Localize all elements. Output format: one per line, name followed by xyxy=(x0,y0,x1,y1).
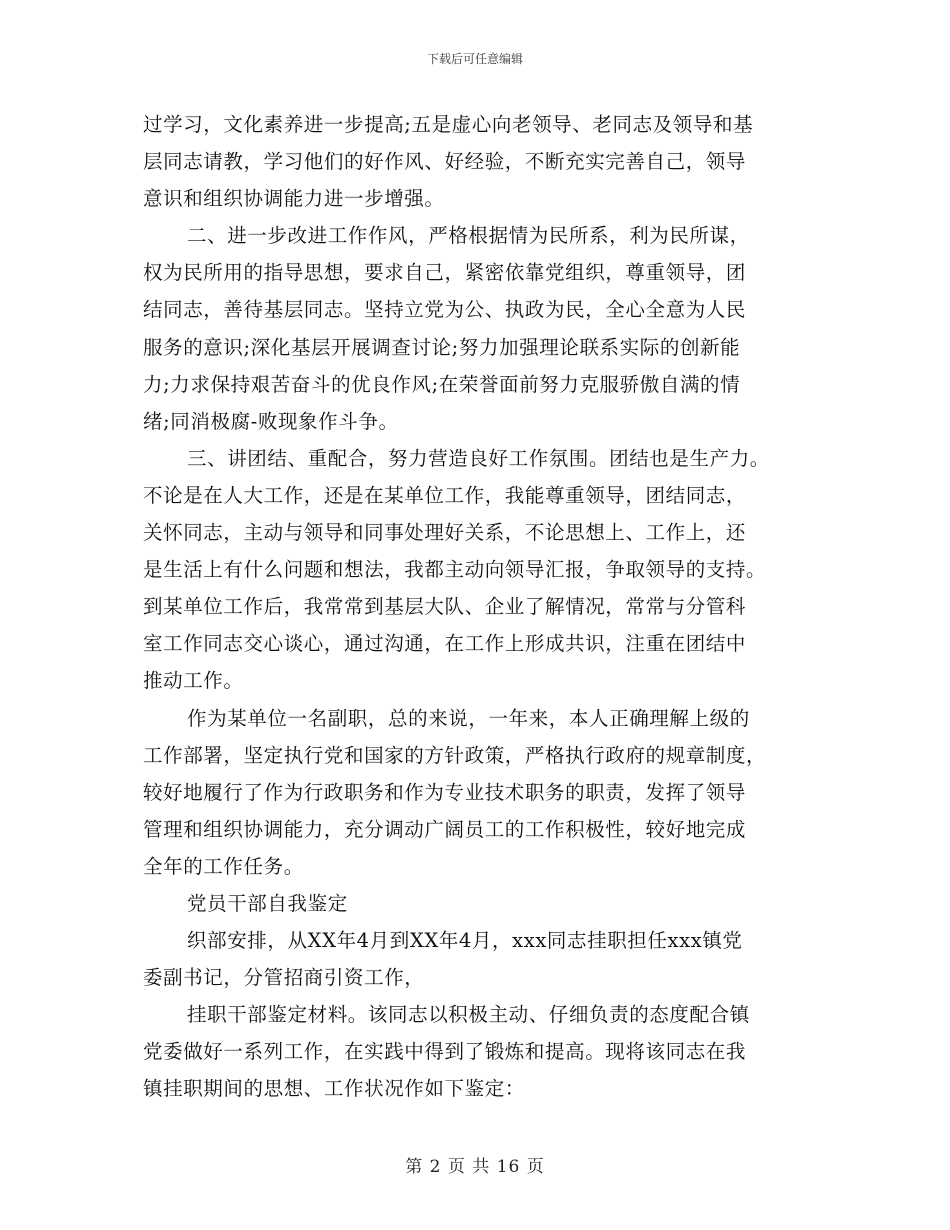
text-line: 党员干部自我鉴定 xyxy=(187,891,348,915)
document-body xyxy=(143,106,809,1108)
text-line: 权为民所用的指导思想，要求自己，紧密依靠党组织，尊重领导，团 xyxy=(143,261,747,285)
text-line: 工作部署，坚定执行党和国家的方针政策，严格执行政府的规章制度， xyxy=(143,743,767,767)
text-line: 管理和组织协调能力，充分调动广阔员工的工作积极性，较好地完成 xyxy=(143,817,747,841)
text-line: 力;力求保持艰苦奋斗的优良作风;在荣誉面前努力克服骄傲自满的情 xyxy=(143,372,741,396)
text-line: 三、讲团结、重配合，努力营造良好工作氛围。团结也是生产力。 xyxy=(187,446,770,470)
page-footer: 第 2 页 共 16 页 xyxy=(405,1157,545,1177)
text-line: 到某单位工作后，我常常到基层大队、企业了解情况，常常与分管科 xyxy=(143,595,747,619)
text-line: 层同志请教，学习他们的好作风、好经验，不断充实完善自己，领导 xyxy=(143,150,747,174)
text-line: 织部安排，从XX年4月到XX年4月，xxx同志挂职担任xxx镇党 xyxy=(187,929,743,953)
text-line: 绪;同消极腐-败现象作斗争。 xyxy=(143,409,399,433)
text-line: 作为某单位一名副职，总的来说，一年来，本人正确理解上级的 xyxy=(187,706,750,730)
text-line: 较好地履行了作为行政职务和作为专业技术职务的职责，发挥了领导 xyxy=(143,780,747,804)
text-line: 不论是在人大工作，还是在某单位工作，我能尊重领导，团结同志， xyxy=(143,483,747,507)
text-line: 挂职干部鉴定材料。该同志以积极主动、仔细负责的态度配合镇 xyxy=(187,1003,750,1027)
text-line: 关怀同志，主动与领导和同事处理好关系，不论思想上、工作上，还 xyxy=(143,521,747,545)
text-line: 意识和组织协调能力进一步增强。 xyxy=(143,187,445,211)
text-line: 是生活上有什么问题和想法，我都主动向领导汇报，争取领导的支持。 xyxy=(143,558,767,582)
text-line: 过学习，文化素养进一步提高;五是虚心向老领导、老同志及领导和基 xyxy=(143,113,754,136)
text-line: 结同志，善待基层同志。坚持立党为公、执政为民，全心全意为人民 xyxy=(143,298,747,322)
text-line: 全年的工作任务。 xyxy=(143,854,304,878)
text-line: 党委做好一系列工作，在实践中得到了锻炼和提高。现将该同志在我 xyxy=(143,1040,747,1064)
page-header: 下载后可任意编辑 xyxy=(426,52,523,66)
text-line: 室工作同志交心谈心，通过沟通，在工作上形成共识，注重在团结中 xyxy=(143,632,747,656)
text-line: 委副书记，分管招商引资工作， xyxy=(143,966,425,990)
text-line: 镇挂职期间的思想、工作状况作如下鉴定： xyxy=(143,1077,525,1101)
text-line: 二、进一步改进工作作风，严格根据情为民所系，利为民所谋， xyxy=(187,224,750,248)
text-line: 推动工作。 xyxy=(143,669,244,693)
text-line: 服务的意识;深化基层开展调查讨论;努力加强理论联系实际的创新能 xyxy=(143,335,741,359)
